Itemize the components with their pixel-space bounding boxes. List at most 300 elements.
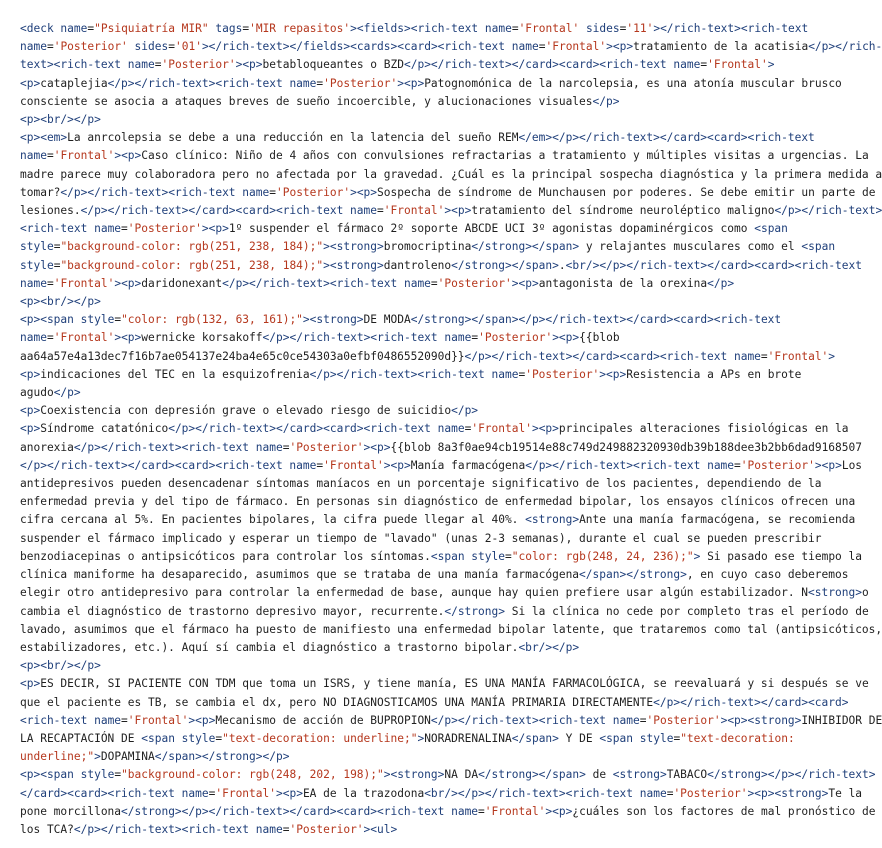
source-line [20, 475, 856, 493]
markup-token: </p></rich-text></card><card><rich-text [80, 204, 351, 218]
markup-token: > [417, 731, 425, 745]
text-token: EA de la trazodona [302, 786, 425, 800]
markup-token: style [181, 731, 216, 745]
markup-token: ></rich-text><rich-text [653, 22, 809, 35]
markup-token: <p> [20, 404, 41, 418]
source-line [20, 748, 856, 766]
markup-token: <br/></p></rich-text></card><card><rich-text [565, 258, 863, 272]
text-token: Síndrome catatónico [40, 422, 169, 436]
text-token: Resistencia a APs en brote [626, 367, 802, 381]
attribute-value: 'Frontal' [215, 786, 276, 800]
attribute-value: '01' [174, 40, 202, 54]
text-token: los TCA? [20, 822, 74, 836]
markup-token: </strong> [444, 604, 505, 618]
attribute-value: "background-color: rgb(251, 238, 184);" [60, 258, 324, 272]
markup-token: </span> [511, 731, 559, 745]
source-line [20, 511, 856, 529]
text-token: NORADRENALINA [424, 731, 512, 745]
attribute-value: 'Posterior' [478, 331, 553, 345]
markup-token: </p> [592, 94, 620, 108]
markup-token: ><strong> [383, 768, 445, 782]
text-token: pone morcillona [20, 804, 122, 818]
markup-token: </p></rich-text></card><card><rich-text [403, 58, 674, 72]
attribute-value: "background-color: rgb(248, 202, 198);" [121, 768, 384, 782]
markup-token: <deck [20, 22, 61, 35]
markup-token: <p><br/></p> [20, 113, 101, 127]
source-line [20, 639, 856, 657]
text-token: = [316, 458, 324, 472]
markup-token: ><strong> [323, 258, 384, 272]
source-line [20, 111, 856, 129]
markup-token: name [94, 222, 122, 236]
markup-token: name [707, 458, 735, 472]
markup-token: <p> [20, 367, 41, 381]
markup-token: name [20, 276, 47, 290]
text-token: = [46, 331, 54, 345]
text-token: = [700, 58, 708, 72]
markup-token: sides [585, 22, 620, 35]
text-token [128, 40, 135, 53]
markup-token: ><p> [114, 276, 142, 290]
text-token: dantroleno [383, 258, 452, 272]
attribute-value: 'Posterior' [525, 367, 600, 381]
markup-token: name [484, 22, 512, 35]
text-token: INHIBIDOR DE [801, 713, 882, 727]
markup-token: </p></rich-text></card><card><rich-text [168, 422, 438, 436]
text-token: Ante una manía farmacógena, se recomienda [579, 513, 856, 527]
text-token: = [208, 786, 216, 800]
text-token: Mecanismo de acción de BUPROPION [215, 713, 431, 727]
text-token: Sospecha de síndrome de Munchausen por poderes. Se debe emitir un parte de [377, 185, 876, 199]
attribute-value: 'Frontal' [53, 331, 115, 345]
markup-token: <br/></p> [518, 640, 580, 654]
source-line [20, 202, 882, 220]
text-token: = [282, 822, 290, 836]
text-token: DOPAMINA [100, 750, 155, 764]
text-token: = [121, 222, 128, 236]
markup-token: </p></rich- [808, 40, 882, 54]
markup-token: ><p><strong> [720, 713, 802, 727]
attribute-value: 'Posterior' [161, 58, 236, 72]
attribute-value: 'Frontal' [767, 349, 829, 363]
text-token: tratamiento de la acatisia [633, 40, 809, 54]
source-line [20, 603, 869, 621]
text-token: = [430, 276, 438, 290]
markup-token: </p></rich-text><rich-text [73, 440, 256, 454]
source-line [20, 766, 876, 784]
text-token: La anrcolepsia se debe a una reducción en la latencia del sueño REM [67, 131, 519, 145]
attribute-value: "text-decoration: underline;" [222, 731, 418, 745]
text-token: antidepresivos pueden desencadenar síntomas maníacos en un porcentaje significativo de los pacientes, dependiendo de la [20, 477, 822, 491]
source-line [20, 803, 876, 821]
attribute-value: 'Posterior' [53, 40, 128, 54]
markup-token: name [733, 349, 761, 363]
text-token: DE MODA [363, 313, 411, 327]
attribute-value: 'Posterior' [646, 713, 721, 727]
markup-token: name [20, 331, 47, 345]
markup-token: name [20, 149, 47, 163]
source-line [20, 38, 882, 56]
text-token: = [471, 331, 479, 345]
source-line [20, 93, 856, 111]
text-token: agudo [20, 386, 54, 400]
text-token: estabilizadores, etc.). Aquí sí cambia el diagnóstico a trastorno bipolar. [20, 640, 519, 654]
markup-token: name [60, 22, 88, 35]
source-line [20, 548, 862, 566]
text-token: = [619, 22, 627, 35]
source-line [20, 402, 856, 420]
attribute-value: 'Posterior' [740, 458, 815, 472]
markup-token: ><p> [235, 58, 263, 72]
markup-token: </p></rich-text><rich-text [430, 713, 613, 727]
markup-token: ></rich-text></fields><cards><card><rich-text [201, 40, 512, 54]
text-token: = [242, 22, 250, 35]
source-line [20, 584, 869, 602]
source-line [20, 566, 856, 584]
text-token: = [46, 276, 54, 290]
text-token: betabloqueantes o BZD [262, 58, 404, 72]
markup-token: > [693, 549, 701, 563]
attribute-value: "color: rgb(248, 24, 236);" [511, 549, 694, 563]
markup-token: </card><card><rich-text [20, 786, 182, 800]
text-token: y relajantes musculares como el [579, 240, 802, 254]
text-token: = [87, 22, 95, 35]
text-token: = [639, 713, 647, 727]
text-token: benzodiacepinas o antipsicóticos para controlar los síntomas. [20, 549, 431, 563]
markup-token: name [612, 713, 640, 727]
text-token: lavado, asumimos que el fármaco ha puesto de manifiesto una enfermedad bipolar latente, que trataremos como tal (antipsicóticos, [20, 622, 882, 636]
source-line [20, 275, 856, 293]
markup-token: style [471, 549, 505, 563]
text-token: que el paciente es TB, se cambia el dx, pero NO DIAGNOSTICAMOS UNA MANÍA PRIMARIA DIRECTAMENTE [20, 695, 654, 709]
text-token: Caso clínico: Niño de 4 años con convulsiones refractarias a tratamiento y múltiples visitas a urgencias. La [141, 149, 869, 163]
text-token: cambia el diagnóstico de trastorno depresivo mayor, recurrente. [20, 604, 445, 618]
markup-token: name [289, 458, 317, 472]
text-token: = [114, 768, 122, 782]
markup-token: ><p> [188, 713, 216, 727]
markup-token: name [673, 58, 701, 72]
source-line [20, 366, 856, 384]
text-token: = [46, 40, 54, 54]
markup-token: <p><br/></p> [20, 659, 101, 673]
text-token: = [46, 149, 54, 163]
source-line [20, 166, 882, 184]
markup-token: name [451, 804, 479, 818]
source-line [20, 384, 856, 402]
markup-token: ><p> [201, 222, 229, 236]
attribute-value: "background-color: rgb(251, 238, 184);" [60, 240, 324, 254]
markup-token: <p><em> [20, 131, 68, 145]
source-line [20, 56, 856, 74]
source-line [20, 675, 869, 693]
text-token: = [666, 786, 674, 800]
attribute-value: 'Posterior' [437, 276, 512, 290]
text-token: tomar? [20, 185, 61, 199]
markup-token: ><p> [363, 440, 391, 454]
text-token: = [734, 458, 741, 472]
text-token: Te la [828, 786, 863, 800]
text-token: consciente se asocia a ataques breves de sueño incoercible, y alucionaciones visuales [20, 94, 593, 108]
source-line [20, 712, 882, 730]
markup-token: <span [430, 549, 472, 563]
markup-token: ><p> [531, 422, 559, 436]
text-token: , en cuyo caso deberemos [686, 568, 849, 582]
text-token: = [282, 440, 290, 454]
markup-token: ><p> [275, 786, 303, 800]
xml-source-view [20, 20, 882, 848]
text-token: = [478, 804, 485, 818]
text-token: = [760, 349, 768, 363]
markup-token: <p> [20, 677, 41, 691]
text-token: = [673, 731, 681, 745]
markup-token: name [181, 786, 209, 800]
text-token: Y DE [558, 731, 600, 745]
markup-token: <p><span [20, 768, 81, 782]
markup-token: ><ul> [363, 822, 398, 836]
markup-token: name [403, 276, 431, 290]
source-line [20, 657, 856, 675]
source-line [20, 184, 876, 202]
markup-token: ><p> [545, 804, 573, 818]
source-line [20, 785, 863, 803]
markup-token: name [127, 58, 155, 72]
text-token: . [558, 258, 566, 272]
markup-token: </p></rich-text><rich-text [309, 367, 492, 381]
text-token: clínica maniforme ha desaparecido, asumimos que se trataba de una manía farmacógena [20, 568, 580, 582]
text-token: = [269, 185, 276, 199]
markup-token: <p><br/></p> [20, 295, 101, 309]
text-token: = [114, 313, 122, 327]
text-token: anorexia [20, 440, 74, 454]
text-token: elegir otro antidepresivo para controlar la enfermedad de base, aunque hay quien prefiere usar algún estabilizador. N [20, 586, 809, 600]
markup-token: ><p> [114, 331, 142, 345]
attribute-value: underline;" [20, 750, 95, 764]
source-line [20, 420, 856, 438]
source-line [20, 20, 856, 38]
text-token: de [585, 768, 613, 782]
markup-token: <p><span [20, 313, 81, 327]
markup-token: style [80, 768, 115, 782]
text-token: {{blob [579, 331, 620, 345]
attribute-value: 'Frontal' [53, 276, 115, 290]
attribute-value: 'Posterior' [323, 76, 398, 90]
markup-token: ><p> [444, 204, 472, 218]
text-token: Los [841, 458, 863, 472]
text-token: = [538, 40, 546, 54]
markup-token: </p></rich-text><rich-text [107, 76, 290, 90]
attribute-value: 'Posterior' [673, 786, 748, 800]
source-line [20, 457, 863, 475]
source-line [20, 694, 856, 712]
markup-token: name [255, 440, 283, 454]
text-token: wernicke korsakoff [141, 331, 263, 345]
source-line [20, 730, 856, 748]
attribute-value: 'Posterior' [127, 222, 202, 236]
source-line [20, 493, 856, 511]
text-token: antagonista de la orexina [538, 276, 708, 290]
attribute-value: '11' [626, 22, 654, 35]
text-token: = [168, 40, 175, 54]
markup-token: </p> [707, 276, 735, 290]
attribute-value: "text-decoration: [680, 731, 795, 745]
markup-token: style [639, 731, 674, 745]
text-token: Patognomónica de la narcolepsia, es una atonía muscular brusco [424, 76, 842, 90]
attribute-value: "Psiquiatría MIR" [94, 22, 209, 35]
source-line [20, 348, 856, 366]
text-token: tratamiento del síndrome neuroléptico maligno [471, 204, 775, 218]
text-token: o [861, 586, 869, 600]
text-token: ¿cuáles son los factores de mal pronóstico de [572, 804, 876, 818]
source-line [20, 439, 862, 457]
markup-token: ><p> [606, 40, 634, 54]
attribute-value: 'Frontal' [323, 458, 384, 472]
text-token: aa64a57e4a13dec7f16b7ae054137e24ba4e65c0ce54303a0efbf0486552090d}} [20, 349, 465, 363]
markup-token: </p> [451, 404, 479, 418]
markup-token: <span [599, 731, 640, 745]
markup-token: </p></rich-text> [774, 204, 882, 218]
markup-token: ><p> [397, 76, 425, 90]
text-token: = [518, 367, 526, 381]
source-line [20, 220, 856, 238]
markup-token: <rich-text [20, 713, 95, 727]
markup-token: ><fields><rich-text [350, 22, 485, 35]
text-token: principales alteraciones fisiológicas en la [558, 422, 849, 436]
markup-token: name [639, 786, 667, 800]
markup-token: ><p> [814, 458, 842, 472]
markup-token: </p></rich-text><rich-text [73, 822, 256, 836]
attribute-value: 'Frontal' [707, 58, 768, 72]
markup-token: ><p> [114, 149, 142, 163]
text-token: bromocriptina [383, 240, 472, 254]
text-token: LA RECAPTACIÓN DE [20, 731, 142, 745]
attribute-value: 'Posterior' [289, 440, 364, 454]
text-token: cataplejia [40, 76, 108, 90]
markup-token: name [350, 204, 377, 218]
attribute-value: 'Frontal' [471, 422, 532, 436]
markup-token: </strong></p></rich-text></card><card><rich-text [121, 804, 452, 818]
text-token: NA DA [444, 768, 479, 782]
markup-token: ><p> [599, 367, 627, 381]
text-token: suspender el fármaco implicado y esperar un tiempo de "lavado" (unas 2-3 semanas), durante el cual se pueden prescribir [20, 531, 822, 545]
attribute-value: 'Frontal' [484, 804, 546, 818]
source-line [20, 257, 863, 275]
text-token: = [504, 549, 512, 563]
markup-token: name [289, 76, 317, 90]
markup-token: </p> [53, 386, 81, 400]
markup-token: ><p> [350, 185, 378, 199]
markup-token: </p></rich-text><rich-text [262, 331, 445, 345]
attribute-value: 'Frontal' [518, 22, 580, 35]
text-token: cifra cercana al 5%. En pacientes bipolares, la cifra puede llegar al 40%. [20, 513, 526, 527]
markup-token: ><p> [552, 331, 580, 345]
source-line [20, 821, 856, 839]
markup-token: ><strong> [302, 313, 364, 327]
source-line [20, 329, 856, 347]
attribute-value: 'MIR repasitos' [249, 22, 351, 35]
text-token: enfermedad previa y del tipo de fármaco. En personas sin diagnóstico de enfermedad bipolar, los ensayos clínicos ofrecen una [20, 495, 856, 509]
attribute-value: "color: rgb(132, 63, 161);" [121, 313, 303, 327]
markup-token: <p> [20, 76, 41, 90]
markup-token: name [94, 713, 122, 727]
source-line [20, 238, 856, 256]
text-token: = [154, 58, 162, 72]
attribute-value: 'Frontal' [383, 204, 445, 218]
attribute-value: 'Frontal' [53, 149, 115, 163]
markup-token: name [242, 185, 270, 199]
markup-token: <span [801, 240, 836, 254]
markup-token: > [828, 349, 836, 363]
text-token: = [316, 76, 324, 90]
text-token: = [121, 713, 128, 727]
text-token: Si la clínica no cede por completo tras el período de [504, 604, 869, 618]
text-token: {{blob 8a3f0ae94cb19514e88c749d249882320930db39b188dee3b2bb6dad9168507 [390, 440, 862, 454]
markup-token: <span [141, 731, 182, 745]
text-token: 1º suspender el fármaco 2º soporte ABCDE UCI 3º agonistas dopaminérgicos como [228, 222, 755, 236]
text-token: madre parece muy colaboradora pero no afectada por la gravedad. ¿Cuál es la principal sospecha diagnóstica y la primera medida a [20, 167, 882, 181]
markup-token: </p></rich-text></card><card><rich-text [464, 349, 734, 363]
source-line [20, 75, 856, 93]
markup-token: </p></rich-text><rich-text [60, 185, 243, 199]
text-token: Manía farmacógena [410, 458, 526, 472]
markup-token: ><p> [511, 276, 539, 290]
markup-token: ><strong> [323, 240, 384, 254]
markup-token: text><rich-text [20, 58, 128, 72]
markup-token: <strong> [612, 768, 667, 782]
markup-token: name [511, 40, 539, 54]
markup-token: </p></rich-text></card><card> [653, 695, 849, 709]
attribute-value: 'Frontal' [545, 40, 607, 54]
text-token: Si pasado ese tiempo la [700, 549, 862, 563]
markup-token: </p></rich-text><rich-text [525, 458, 708, 472]
markup-token: </strong></span></p></rich-text></card><card><rich-text [410, 313, 782, 327]
text-token: = [377, 204, 384, 218]
text-token: indicaciones del TEC en la esquizofrenia [40, 367, 310, 381]
text-token: = [215, 731, 223, 745]
markup-token: name [20, 40, 47, 54]
source-line [20, 530, 856, 548]
source-line [20, 147, 869, 165]
markup-token: </strong></span> [478, 768, 586, 782]
attribute-value: 'Frontal' [127, 713, 189, 727]
text-token: = [464, 422, 472, 436]
markup-token: name [444, 331, 472, 345]
source-line [20, 129, 856, 147]
text-token: daridonexant [141, 276, 223, 290]
text-token: = [53, 240, 61, 254]
markup-token: tags [215, 22, 243, 35]
markup-token: style [20, 258, 54, 272]
markup-token: <strong> [808, 586, 862, 600]
markup-token: style [80, 313, 115, 327]
markup-token: </strong></span> [471, 240, 580, 254]
text-token: ES DECIR, SI PACIENTE CON TDM que toma un ISRS, y tiene manía, ES UNA MANÍA FARMACOLÓGICA, se reevaluará y si después se ve [40, 677, 869, 691]
source-line [20, 621, 882, 639]
markup-token: <br/></p></rich-text><rich-text [424, 786, 640, 800]
source-line [20, 311, 856, 329]
markup-token: > [94, 750, 101, 764]
markup-token: sides [134, 40, 169, 54]
text-token: = [511, 22, 519, 35]
markup-token: style [20, 240, 54, 254]
text-token [579, 22, 586, 35]
markup-token: <rich-text [20, 222, 95, 236]
attribute-value: 'Posterior' [275, 185, 351, 199]
markup-token: </em></p></rich-text></card><card><rich-text [518, 131, 815, 145]
markup-token: <p> [20, 422, 41, 436]
markup-token: ><p><strong> [747, 786, 829, 800]
markup-token: <span [754, 222, 788, 236]
markup-token: name [255, 822, 283, 836]
